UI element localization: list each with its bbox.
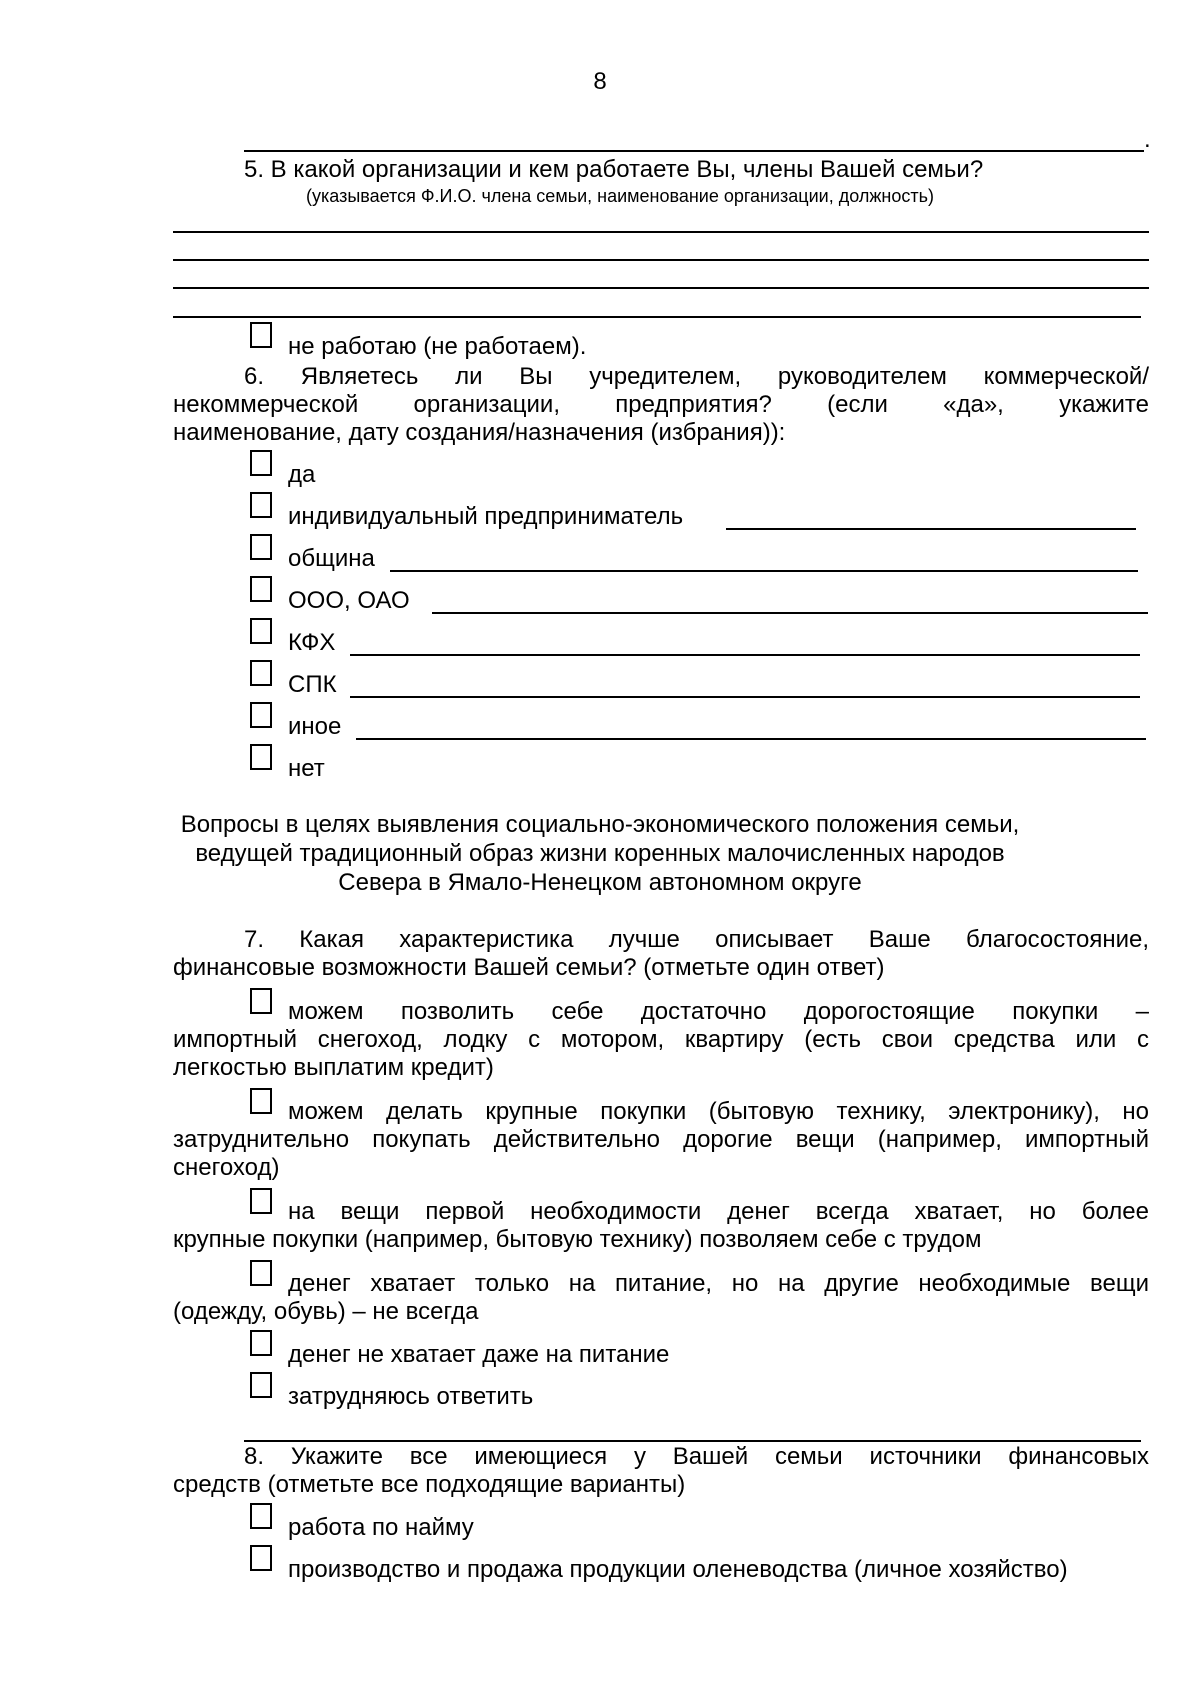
option-line: денег хватает только на питание, но на другие необходимые вещи: [288, 1270, 1149, 1297]
checkbox[interactable]: [250, 1503, 272, 1529]
page-number: 8: [593, 68, 607, 95]
question-7-line1: 7. Какая характеристика лучше описывает Ваше благосостояние,: [244, 926, 1149, 953]
option-line: (одежду, обувь) – не всегда: [173, 1298, 479, 1325]
checkbox[interactable]: [250, 1188, 272, 1214]
option-community[interactable]: [250, 534, 1150, 574]
section-heading-line: Севера в Ямало-Ненецком автономном округе: [338, 869, 862, 896]
answer-line[interactable]: [350, 654, 1140, 656]
option-reindeer-herding[interactable]: [250, 1545, 1150, 1585]
option-label: не работаю (не работаем).: [288, 333, 587, 360]
option-line: импортный снегоход, лодку с мотором, квартиру (есть свои средства или с: [173, 1026, 1149, 1053]
checkbox[interactable]: [250, 1088, 272, 1114]
answer-line[interactable]: [356, 738, 1146, 740]
section-heading-line: ведущей традиционный образ жизни коренных малочисленных народов: [195, 840, 1005, 867]
option-label: работа по найму: [288, 1514, 474, 1541]
option-kfh[interactable]: [250, 618, 1150, 658]
checkbox[interactable]: [250, 1372, 272, 1398]
answer-line[interactable]: [173, 259, 1149, 261]
checkbox[interactable]: [250, 492, 272, 518]
checkbox[interactable]: [250, 1260, 272, 1286]
option-label: община: [288, 545, 375, 572]
answer-line[interactable]: [350, 696, 1140, 698]
answer-line[interactable]: [173, 231, 1149, 233]
option-individual-entrepreneur[interactable]: [250, 492, 1150, 532]
question-8-line1: 8. Укажите все имеющиеся у Вашей семьи источники финансовых: [244, 1443, 1149, 1470]
option-label: ООО, ОАО: [288, 587, 410, 614]
option-line: крупные покупки (например, бытовую технику) позволяем себе с трудом: [173, 1226, 982, 1253]
answer-line[interactable]: [244, 150, 1144, 152]
option-line: затруднительно покупать действительно дорогие вещи (например, импортный: [173, 1126, 1149, 1153]
option-label: КФХ: [288, 629, 336, 656]
option-label: индивидуальный предприниматель: [288, 503, 684, 530]
section-heading: [100, 810, 1100, 897]
question-6-line3: наименование, дату создания/назначения (избрания)):: [173, 419, 786, 446]
checkbox[interactable]: [250, 618, 272, 644]
option-line: снегоход): [173, 1154, 280, 1181]
option-not-enough-for-food[interactable]: [250, 1330, 950, 1370]
option-label: производство и продажа продукции оленеводства (личное хозяйство): [288, 1556, 1068, 1583]
option-line: можем делать крупные покупки (бытовую технику, электронику), но: [288, 1098, 1149, 1125]
option-hard-to-answer[interactable]: [250, 1372, 950, 1412]
question-5-hint: (указывается Ф.И.О. члена семьи, наименование организации, должность): [306, 186, 934, 206]
question-8-line2: средств (отметьте все подходящие варианты): [173, 1471, 686, 1498]
checkbox[interactable]: [250, 988, 272, 1014]
option-no[interactable]: [250, 744, 850, 784]
section-heading-line: Вопросы в целях выявления социально-экономического положения семьи,: [180, 811, 1020, 838]
answer-line[interactable]: [432, 612, 1148, 614]
option-line: легкостью выплатим кредит): [173, 1054, 494, 1081]
question-5: 5. В какой организации и кем работаете Вы, члены Вашей семьи?: [244, 156, 984, 183]
option-not-working[interactable]: [250, 322, 850, 362]
option-yes[interactable]: [250, 450, 850, 490]
answer-line[interactable]: [390, 570, 1138, 572]
option-label: нет: [288, 755, 325, 782]
checkbox[interactable]: [250, 576, 272, 602]
option-label: денег не хватает даже на питание: [288, 1341, 670, 1368]
option-line: можем позволить себе достаточно дорогостоящие покупки –: [288, 998, 1149, 1025]
answer-line[interactable]: [173, 287, 1149, 289]
option-employment[interactable]: [250, 1503, 950, 1543]
answer-line[interactable]: [173, 316, 1141, 318]
checkbox[interactable]: [250, 702, 272, 728]
checkbox[interactable]: [250, 322, 272, 348]
option-label: СПК: [288, 671, 337, 698]
answer-line[interactable]: [726, 528, 1136, 530]
option-line: на вещи первой необходимости денег всегда хватает, но более: [288, 1198, 1149, 1225]
checkbox[interactable]: [250, 534, 272, 560]
option-label: затрудняюсь ответить: [288, 1383, 534, 1410]
checkbox[interactable]: [250, 450, 272, 476]
option-llc-jsc[interactable]: [250, 576, 1150, 616]
checkbox[interactable]: [250, 1545, 272, 1571]
trailing-period: .: [1144, 126, 1151, 153]
question-6-line2: некоммерческой организации, предприятия? (если «да», укажите: [173, 391, 1149, 418]
option-other[interactable]: [250, 702, 1150, 742]
option-spk[interactable]: [250, 660, 1150, 700]
option-label: да: [288, 461, 316, 488]
checkbox[interactable]: [250, 744, 272, 770]
option-label: иное: [288, 713, 342, 740]
question-6-line1: 6. Являетесь ли Вы учредителем, руководителем коммерческой/: [244, 363, 1149, 390]
checkbox[interactable]: [250, 1330, 272, 1356]
checkbox[interactable]: [250, 660, 272, 686]
answer-line[interactable]: [244, 1440, 1141, 1442]
question-7-line2: финансовые возможности Вашей семьи? (отметьте один ответ): [173, 954, 885, 981]
